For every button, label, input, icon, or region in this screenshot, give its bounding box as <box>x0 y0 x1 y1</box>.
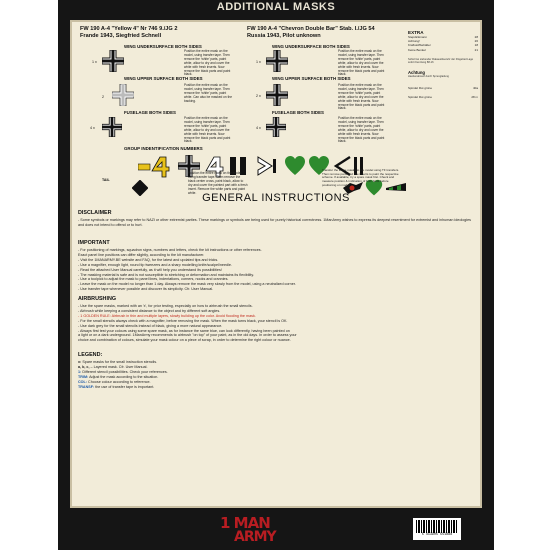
important-heading: IMPORTANT <box>78 240 110 246</box>
right-wing-under-qty: 1 x <box>256 60 261 64</box>
airbrushing-item: - Use the spare masks, marked with an 'x', for prior testing, especially on how to airbrush the small stencils. <box>78 304 253 308</box>
airbrushing-item: - For the small stencils always check with a magnifier, before removing the mask. When the mask turns black, your stencil is OK. <box>78 318 288 323</box>
instruction-sheet <box>58 0 494 550</box>
green-heart-icon <box>284 155 306 182</box>
left-wing-under-heading: WING UNDERSURFACE BOTH SIDES <box>124 44 202 49</box>
important-item: - Leave the mask on the model no longer than 1 day. Always remove the mask very slowly from the model, using a neutralized corner. <box>78 282 296 287</box>
legend-list <box>78 360 476 389</box>
left-wing-upper-qty: 2 <box>102 95 104 99</box>
left-fuselage-heading: FUSELAGE BOTH SIDES <box>124 110 176 115</box>
airbrushing-item: - Always first test your colours using some spare mask, as for instance the same blue, can look differently, having been painted on <box>78 328 290 333</box>
legend-item: x: Spare masks for the small instruction stencils. <box>78 360 158 364</box>
important-item: - The masking material is safe and is not susceptible to stretching or deformation and maintains its flexibility. <box>78 272 254 277</box>
right-wing-under-heading: WING UNDERSURFACE BOTH SIDES <box>272 44 350 49</box>
chevron-double-bar-icon <box>256 155 278 182</box>
barcode-bars <box>416 520 458 533</box>
left-wing-upper-text: Position the entire mask on the model, using transfer tape. Then remove the 'white' parts, paint white. Can also be masked on the backing. <box>184 83 233 103</box>
balkenkreuz-outline-icon <box>112 84 134 106</box>
extra-row: Achtung! 26 <box>408 39 478 44</box>
barcode <box>413 518 461 540</box>
airbrushing-heading: AIRBRUSHING <box>78 296 117 302</box>
left-wing-under-text: Position the entire mask on the model, using transfer tape. Then remove the 'white' parts, paint white, allow to dry and cover the white with fresh inserts. Now remove the black parts and paint black. <box>184 49 231 77</box>
left-aircraft-line1: FW 190 A-4 "Yellow 4" Nr 746 9./JG 2 <box>80 26 178 32</box>
important-item: - Use a magnifier, enough light, round tip tweezers and a sharp modelling knife/scalpel/needle. <box>78 262 232 267</box>
airbrushing-item: - Airbrush while keeping a consistent distance to the object and try different soft angles. <box>78 308 221 313</box>
extra-row: Keine Benkel 21 <box>408 47 478 52</box>
important-item: - Read the attached User Manual carefully, as it will help you understand its possibilities! <box>78 267 222 272</box>
right-fuselage-qty: 4 x <box>256 126 261 130</box>
important-item: - Use transfer tape whenever possible and discover its simplicity. Cfr. User Manual. <box>78 287 214 292</box>
legend-item: a, b, c, .. Layered mask. Cfr. User Manual. <box>78 364 148 369</box>
extra-achtung-text: Haubenabwurf durch Sprengladung <box>408 75 449 79</box>
legend-heading: LEGEND: <box>78 352 103 358</box>
extra-stencils <box>408 30 478 99</box>
group-id-heading: GROUP INDENTIFICATION NUMBERS <box>124 146 203 151</box>
airbrushing-list <box>78 304 476 343</box>
important-item: - For positioning of markings, squadron signs, numbers and letters, check the kit instructions or other references. <box>78 248 262 252</box>
legend-item: TRANSF: the use of transfer tape is important. <box>78 384 155 389</box>
left-wing-under-qty: 1 x <box>92 60 97 64</box>
barcode-number: 5 413905 551888 <box>421 533 453 537</box>
airbrushing-golden-rule: - 1 GOLDEN RULE: Airbrush in thin and multiple layers, slowly building up the color. Avoid flooding the mask. <box>78 313 256 318</box>
left-aircraft-line2: Frande 1943, Siegfried Schnell <box>80 33 162 39</box>
extra-spindel-row: Spindel Rot grüne 40a <box>408 86 478 91</box>
right-aircraft-line2: Russia 1943, Pilot unknown <box>247 33 321 39</box>
extra-spindel-row: Spindel Rot grüne 28 m <box>408 94 478 99</box>
airbrushing-item: choice and combination of colours, simulate your mask colour on a piece of scrap, in order to determine the right colour or nuance. <box>78 338 291 343</box>
balkenkreuz-icon <box>266 50 288 72</box>
right-aircraft-line1: FW 190 A-4 "Chevron Double Bar" Stab. I./JG 54 <box>247 26 375 32</box>
airbrushing-item: - Use dark grey for the small stencils instead of black, giving a more natural appearance. <box>78 323 223 328</box>
right-wing-under-text: Position the entire mask on the model, using transfer tape. Then remove the 'white' parts, paint white, allow to dry and cover the white with fresh inserts. Now remove the black parts and paint black. <box>338 49 385 77</box>
extra-note: Sofort bei stehender Flakauslöseruhr der Flügelrad Lage sofort Kennlung 88-16 <box>408 57 474 65</box>
sheet-title: ADDITIONAL MASKS <box>216 1 336 13</box>
balkenkreuz-icon <box>266 84 288 106</box>
left-fuselage-qty: 4 x <box>90 126 95 130</box>
balkenkreuz-icon <box>266 117 286 137</box>
right-fuselage-text: Position the entire mask on the model, using transfer tape. Then remove the 'white' parts, paint white, allow to dry and cover the white with fresh inserts. Now remove the black parts and paint black. <box>338 116 385 144</box>
important-item: Exact panel line positions can differ slightly, according to the kit manufacturer. <box>78 252 205 257</box>
tail-label: TAIL <box>102 178 110 182</box>
brand-logo: 1 MAN ARMY <box>220 514 276 545</box>
tail-instructions: Position the entire mask on the model, using transfer tape. Then remove the black center cross, paint black, allow to dry and cover the painted part with a fresh insert. Remove the white parts and paint white. <box>188 171 248 195</box>
right-wing-upper-qty: 2 x <box>256 94 261 98</box>
important-list <box>78 248 476 292</box>
airbrushing-item: a light or on a dark underground. 1ManArmy recommends to airbrush "on top" of your paint, as in the old days. In order to assess your <box>78 333 297 338</box>
left-fuselage-text: Position the entire mask on the model, using transfer tape. Then remove the 'white' parts, paint white, allow to dry and cover the white with fresh inserts. Now remove the black parts and paint black. <box>184 116 231 144</box>
right-wing-upper-heading: WING UPPER SURFACE BOTH SIDES <box>272 76 351 81</box>
content-panel <box>70 20 482 508</box>
extra-row: Kraftstoffbehälter 18 <box>408 43 478 48</box>
general-instructions-title: GENERAL INSTRUCTIONS <box>202 192 350 204</box>
legend-item: 1: Different stencil possibilities. Check your references. <box>78 369 168 374</box>
balkenkreuz-icon <box>102 50 124 72</box>
balkenkreuz-icon <box>102 117 122 137</box>
important-item: - Use a toolpick to adjust the mask to panel lines, indentations, corners, nooks and crannies. <box>78 277 229 282</box>
disclaimer-heading: DISCLAIMER <box>78 210 112 216</box>
group-id-note: Transfer the entire masks to the model using TF transfers. Then remove parts and use inserts to paint the respective scheme. If available, try a spare mask first. Check and measure position & inclination of both birds before positioning on model. <box>322 168 400 187</box>
right-fuselage-heading: FUSELAGE BOTH SIDES <box>272 110 324 115</box>
left-wing-upper-heading: WING UPPER SURFACE BOTH SIDES <box>124 76 203 81</box>
right-wing-upper-text: Position the entire mask on the model, using transfer tape. Then remove the 'white' parts, paint white, allow to dry and cover the white with fresh inserts. Now remove the black parts and paint black. <box>338 83 385 111</box>
extra-row: Stepdickmann 28 <box>408 35 478 39</box>
disclaimer-text: - Some symbols or markings may refer to NAZI or other extremist parties. These markings or symbols are being used for purely historical correctness. 1ManArmy wishes to express its deepest resentment for extremist and inhuman ideologies and does not intend to offend or to hurt. <box>78 218 472 227</box>
left-aircraft-header <box>80 26 275 40</box>
extra-achtung: Achtung <box>408 70 425 76</box>
extra-heading: EXTRA <box>408 30 424 35</box>
legend-item: TRIM: Adjust the mask according to the situation. <box>78 374 159 379</box>
legend-item: COL: Choose colour according to reference. <box>78 379 151 384</box>
important-item: - Visit the 1MANARMY.BE website and FAQ, for the latest and updated tips and tricks. <box>78 257 219 262</box>
